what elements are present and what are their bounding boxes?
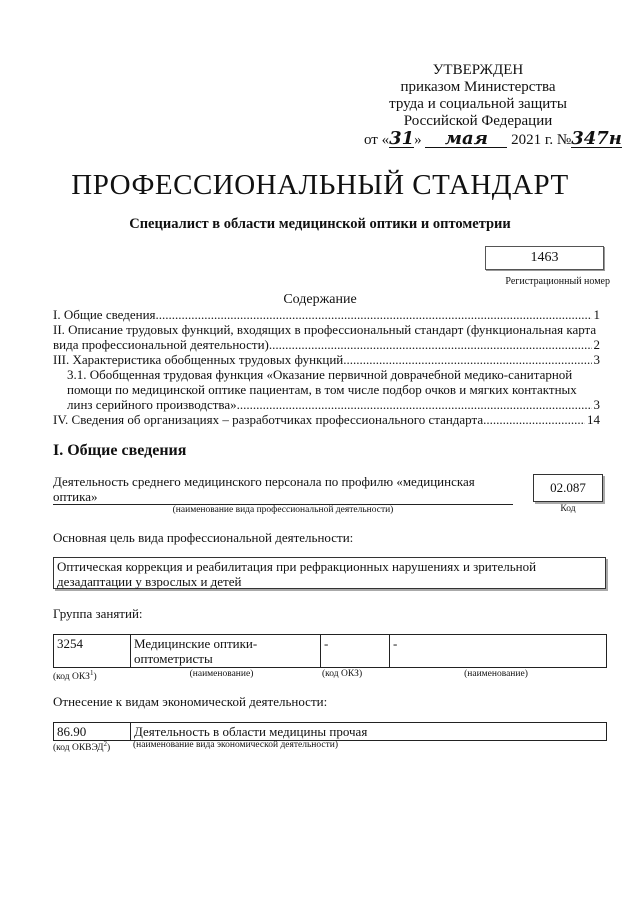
toc-item-page: 1 xyxy=(593,307,600,322)
group-name-cell xyxy=(131,635,321,668)
econ-label: Отнесение к видам экономической деятельности: xyxy=(53,694,328,709)
toc-item-4[interactable] xyxy=(53,367,600,412)
toc-item-5[interactable] xyxy=(53,412,600,427)
order-number: 347н xyxy=(571,128,622,149)
group-label: Группа занятий: xyxy=(53,606,143,621)
group-name-line-2: оптометристы xyxy=(134,651,213,666)
activity-name xyxy=(53,474,493,504)
group-caption-name: (наименование) xyxy=(189,669,254,679)
toc-item-text: II. Описание трудовых функций, входящих в профессиональный стандарт (функциональная карта xyxy=(53,322,597,337)
document-subtitle: Специалист в области медицинской оптики и оптометрии xyxy=(129,216,511,232)
date-day: 31 xyxy=(389,128,415,149)
toc-item-text-cont: вида профессиональной деятельности) xyxy=(53,337,269,352)
approval-date xyxy=(358,128,622,149)
toc-title: Содержание xyxy=(283,292,357,307)
group-name-line-1: Медицинские оптики- xyxy=(134,636,258,651)
document-title: ПРОФЕССИОНАЛЬНЫЙ СТАНДАРТ xyxy=(71,169,569,201)
toc-item-text: IV. Сведения об организациях – разработчиках профессионального стандарта xyxy=(53,412,484,427)
approval-line-2: приказом Министерства xyxy=(400,79,556,95)
toc-item-1[interactable] xyxy=(53,307,600,322)
goal-box xyxy=(53,557,606,589)
toc-item-page: 3 xyxy=(593,397,600,412)
approval-line-3: труда и социальной защиты xyxy=(389,96,567,112)
toc-item-page: 14 xyxy=(587,412,600,427)
goal-line-1: Оптическая коррекция и реабилитация при рефракционных нарушениях и зрительной xyxy=(57,559,537,574)
approval-line-4: Российской Федерации xyxy=(403,113,553,129)
toc-item-3[interactable] xyxy=(53,352,600,367)
activity-code-box: 02.087 xyxy=(533,474,603,502)
registration-number-label: Регистрационный номер xyxy=(505,276,610,287)
group-name-cell-2: - xyxy=(390,635,607,668)
econ-caption-code: (код ОКВЭД$^2$) xyxy=(53,740,111,754)
group-code-cell: 3254 xyxy=(54,635,131,668)
activity-line-1: Деятельность среднего медицинского персонала по профилю «медицинская xyxy=(53,474,475,489)
toc-item-page: 3 xyxy=(593,352,600,367)
toc-item-text: III. Характеристика обобщенных трудовых функций xyxy=(53,352,344,367)
table-of-contents xyxy=(53,307,600,427)
approval-block xyxy=(358,62,622,149)
econ-code-cell: 86.90 xyxy=(54,723,131,741)
toc-item-text-cont: помощи по медицинской оптике пациентам, в том числе подбор очков и мягких контактных xyxy=(67,382,577,397)
date-year: 2021 г. № xyxy=(511,132,572,148)
toc-item-page: 2 xyxy=(593,337,600,352)
econ-name-cell: Деятельность в области медицины прочая xyxy=(131,723,607,741)
approval-line-1: УТВЕРЖДЕН xyxy=(432,62,524,78)
section-heading: I. Общие сведения xyxy=(53,442,187,459)
registration-number-box: 1463 xyxy=(485,246,604,270)
goal-line-2: дезадаптации у взрослых и детей xyxy=(57,574,242,589)
code-caption: Код xyxy=(560,504,576,514)
group-code-cell-2: - xyxy=(321,635,390,668)
toc-item-text: I. Общие сведения xyxy=(53,307,156,322)
activity-caption: (наименование вида профессиональной деятельности) xyxy=(172,505,394,515)
toc-item-text-cont: линз серийного производства» xyxy=(67,397,237,412)
toc-item-2[interactable] xyxy=(53,322,600,352)
activity-line-2: оптика» xyxy=(53,489,98,504)
date-mid: » xyxy=(414,132,422,148)
group-caption-name-2: (наименование) xyxy=(464,669,528,679)
econ-activity-table xyxy=(53,722,607,741)
group-caption-code: (код ОКЗ$^1$) xyxy=(53,669,97,683)
date-month: мая xyxy=(425,130,507,148)
econ-caption-name: (наименование вида экономической деятельности) xyxy=(133,740,338,750)
occupation-group-table xyxy=(53,634,607,668)
group-caption-code-2: (код ОКЗ) xyxy=(322,669,363,679)
goal-label: Основная цель вида профессиональной деятельности: xyxy=(53,530,354,545)
toc-item-text: 3.1. Обобщенная трудовая функция «Оказание первичной доврачебной медико-санитарной xyxy=(67,367,573,382)
date-prefix: от « xyxy=(364,132,390,148)
